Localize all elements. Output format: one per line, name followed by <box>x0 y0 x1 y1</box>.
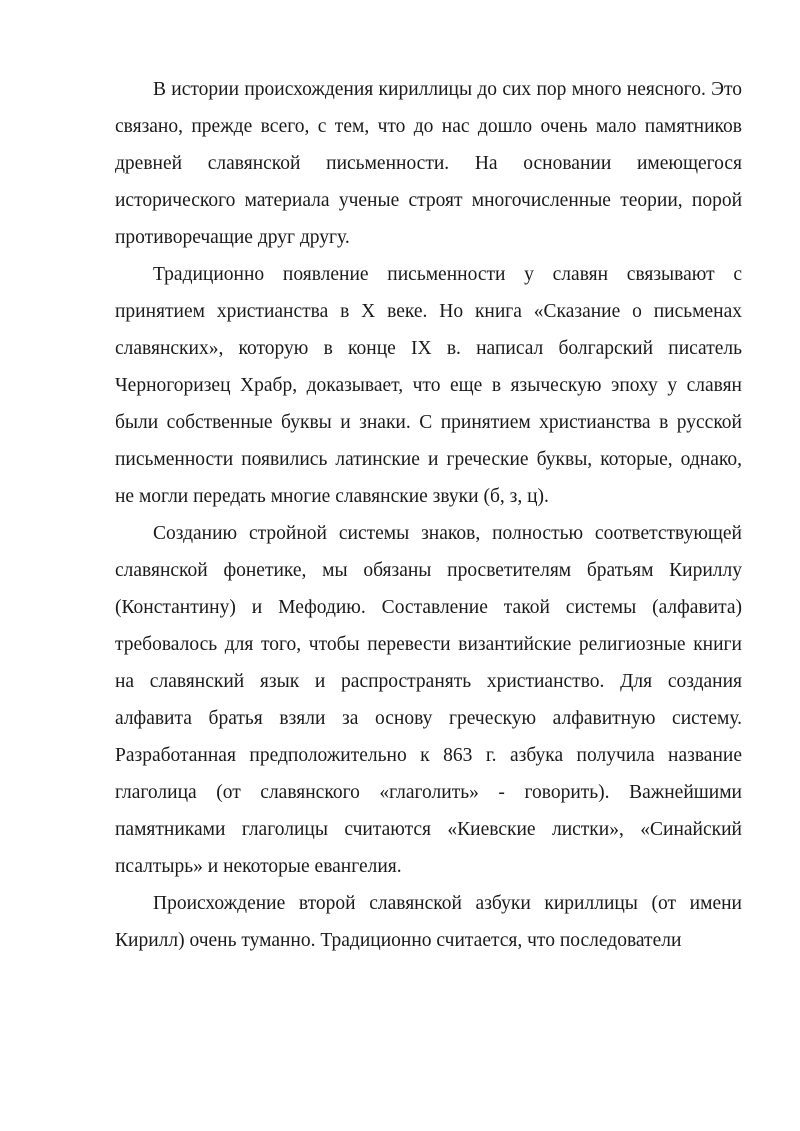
paragraph-2: Традиционно появление письменности у славян связывают с принятием христианства в X веке. Но книга «Сказание о письменах славянских», которую в конце IX в. написал болгарский писатель Черногоризец Храбр, доказывает, что еще в языческую эпоху у славян были собственные буквы и знаки. С принятием христианства в русской письменности появились латинские и греческие буквы, которые, однако, не могли передать многие славянские звуки (б, з, ц). <box>115 264 742 507</box>
paragraph-1: В истории происхождения кириллицы до сих пор много неясного. Это связано, прежде всего, с тем, что до нас дошло очень мало памятников древней славянской письменности. На основании имеющегося исторического материала ученые строят многочисленные теории, порой противоречащие друг другу. <box>115 79 742 248</box>
paragraph-4: Происхождение второй славянской азбуки кириллицы (от имени Кирилл) очень туманно. Традиционно считается, что последователи <box>115 893 742 951</box>
document-body <box>115 71 742 959</box>
paragraph-3: Созданию стройной системы знаков, полностью соответствующей славянской фонетике, мы обязаны просветителям братьям Кириллу (Константину) и Мефодию. Составление такой системы (алфавита) требовалось для того, чтобы перевести византийские религиозные книги на славянский язык и распространять христианство. Для создания алфавита братья взяли за основу греческую алфавитную систему. Разработанная предположительно к 863 г. азбука получила название глаголица (от славянского «глаголить» - говорить). Важнейшими памятниками глаголицы считаются «Киевские листки», «Синайский псалтырь» и некоторые евангелия. <box>115 523 742 877</box>
